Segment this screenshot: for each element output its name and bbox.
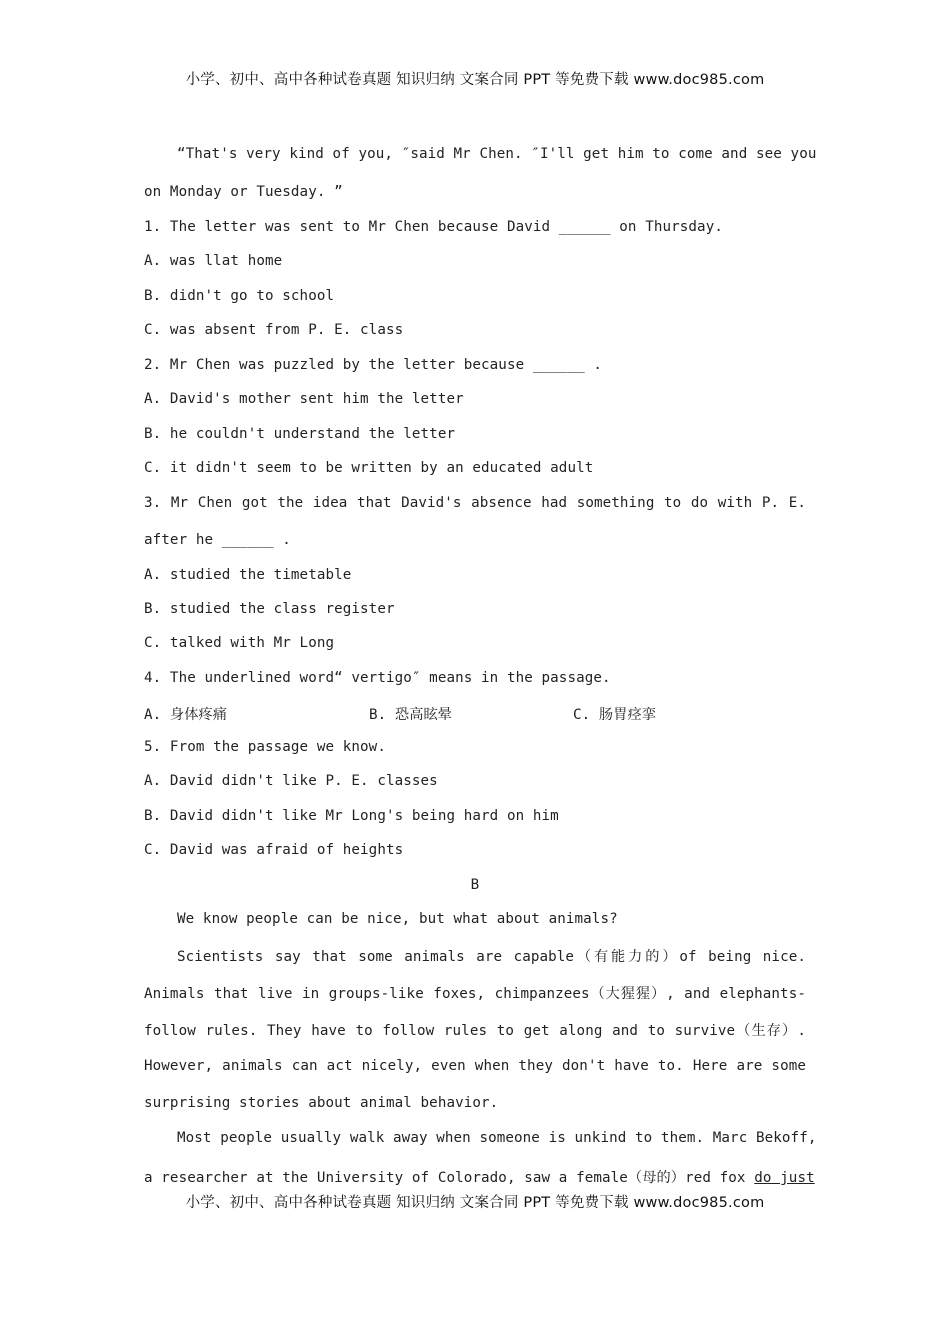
question-3-option-c: C. talked with Mr Long (144, 635, 335, 651)
question-4-option-b: B. 恐高眩晕 (369, 707, 453, 723)
question-1-stem: 1. The letter was sent to Mr Chen because David ______ on Thursday. (144, 219, 723, 235)
question-1-option-a: A. was llat home (144, 253, 283, 269)
paragraph-3-line-2-text: a researcher at the University of Colorado, saw a female（母的）red fox (144, 1170, 746, 1186)
section-b-paragraph-3-line-1: Most people usually walk away when someone is unkind to them. Marc Bekoff, (177, 1130, 817, 1146)
section-b-title: B (470, 877, 480, 893)
question-1-option-b: B. didn't go to school (144, 288, 335, 304)
question-2-option-a: A. David's mother sent him the letter (144, 391, 464, 407)
question-4-option-a: A. 身体疼痛 (144, 707, 228, 723)
question-1-option-c: C. was absent from P. E. class (144, 322, 404, 338)
page-footer: 小学、初中、高中各种试卷真题 知识归纳 文案合同 PPT 等免费下载 www.doc985.com (185, 1195, 765, 1211)
question-5-option-a: A. David didn't like P. E. classes (144, 773, 438, 789)
question-2-option-c: C. it didn't seem to be written by an educated adult (144, 460, 594, 476)
section-b-paragraph-2-line-3: follow rules. They have to follow rules to get along and to survive（生存）. (144, 1023, 806, 1039)
page-header: 小学、初中、高中各种试卷真题 知识归纳 文案合同 PPT 等免费下载 www.doc985.com (185, 72, 765, 88)
question-3-stem-line-1: 3. Mr Chen got the idea that David's absence had something to do with P. E. (144, 495, 806, 511)
question-3-stem-line-2: after he ______ . (144, 532, 291, 548)
quote-line-1: “That's very kind of you, ″said Mr Chen. ″I'll get him to come and see you (177, 146, 817, 162)
question-2-option-b: B. he couldn't understand the letter (144, 426, 456, 442)
question-5-option-b: B. David didn't like Mr Long's being hard on him (144, 808, 559, 824)
section-b-paragraph-2-line-5: surprising stories about animal behavior. (144, 1095, 499, 1111)
question-4-option-c: C. 肠胃痉挛 (573, 707, 657, 723)
question-2-stem: 2. Mr Chen was puzzled by the letter because ______ . (144, 357, 603, 373)
question-5-stem: 5. From the passage we know. (144, 739, 386, 755)
question-5-option-c: C. David was afraid of heights (144, 842, 404, 858)
question-4-stem: 4. The underlined word“ vertigo″ means in the passage. (144, 670, 611, 686)
section-b-paragraph-3-line-2 (144, 1167, 815, 1187)
section-b-paragraph-2-line-1: Scientists say that some animals are capable（有能力的）of being nice. (177, 949, 806, 965)
question-3-option-b: B. studied the class register (144, 601, 395, 617)
quote-line-2: on Monday or Tuesday. ” (144, 184, 343, 200)
underlined-phrase: do just (754, 1170, 815, 1186)
section-b-paragraph-2-line-2: Animals that live in groups-like foxes, chimpanzees（大猩猩）, and elephants- (144, 986, 806, 1002)
question-3-option-a: A. studied the timetable (144, 567, 352, 583)
section-b-paragraph-1: We know people can be nice, but what about animals? (177, 911, 618, 927)
section-b-paragraph-2-line-4: However, animals can act nicely, even when they don't have to. Here are some (144, 1058, 806, 1074)
